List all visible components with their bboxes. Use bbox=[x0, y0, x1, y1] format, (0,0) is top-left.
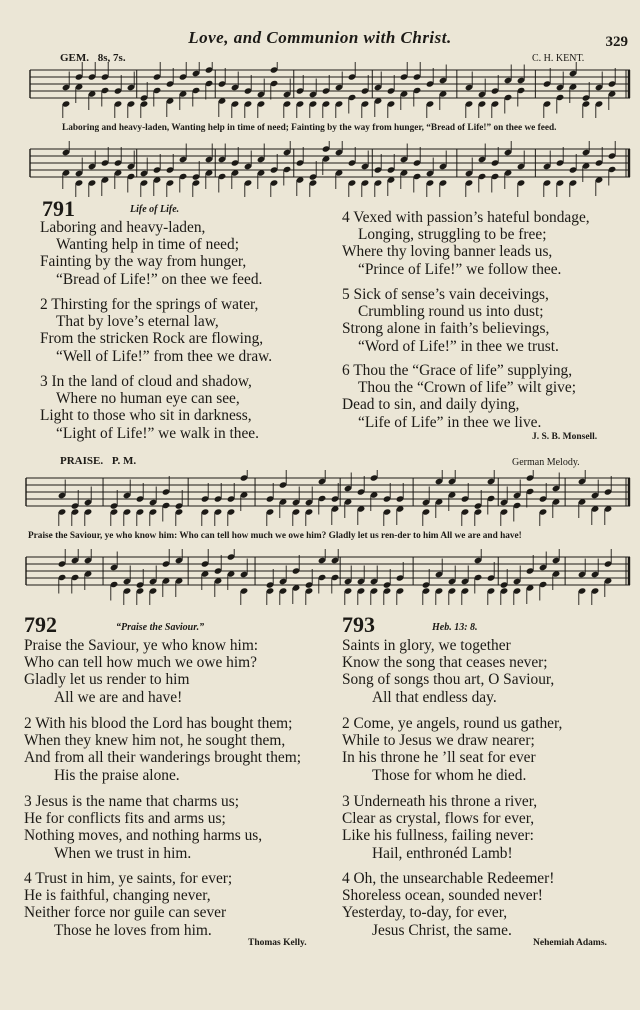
stanza-1 bbox=[342, 637, 554, 706]
verse-line: 3 In the land of cloud and shadow, bbox=[40, 373, 252, 390]
tune-composer: C. H. KENT. bbox=[532, 53, 585, 64]
hymn-author: Thomas Kelly. bbox=[248, 938, 307, 948]
stanza-3 bbox=[40, 373, 259, 442]
stanza-5 bbox=[342, 286, 559, 355]
stanza-2 bbox=[40, 296, 272, 365]
verse-line: “Life of Life” in thee we live. bbox=[358, 413, 542, 431]
verse-line: 4 Vexed with passion’s hateful bondage, bbox=[342, 209, 590, 226]
verse-line: Laboring and heavy-laden, bbox=[40, 219, 206, 236]
verse-line: 5 Sick of sense’s vain deceivings, bbox=[342, 286, 549, 303]
verse-line: Light to those who sit in darkness, bbox=[40, 407, 252, 425]
stanza-2 bbox=[24, 715, 301, 784]
music-staff-bass-2 bbox=[24, 549, 632, 605]
stanza-3 bbox=[342, 793, 537, 862]
verse-line: Strong alone in faith’s believings, bbox=[342, 320, 550, 338]
verse-line: Gladly let us render to him bbox=[24, 671, 190, 689]
stanza-4 bbox=[342, 209, 590, 278]
verse-line: Where no human eye can see, bbox=[56, 390, 240, 408]
page-header: Love, and Communion with Christ. bbox=[188, 28, 452, 47]
hymn-title: Life of Life. bbox=[130, 204, 180, 215]
verse-line: He is faithful, changing never, bbox=[24, 887, 211, 905]
hymn-author: Nehemiah Adams. bbox=[533, 938, 607, 948]
verse-line: Praise the Saviour, ye who know him: bbox=[24, 637, 259, 654]
verse-line: And from all their wanderings brought them; bbox=[24, 749, 301, 767]
verse-line: “Well of Life!” from thee we draw. bbox=[56, 347, 273, 365]
verse-line: “Word of Life!” in thee we trust. bbox=[358, 337, 559, 355]
hymn-title: Heb. 13: 8. bbox=[432, 622, 478, 633]
verse-line: While to Jesus we draw nearer; bbox=[342, 732, 535, 750]
verse-line: All that endless day. bbox=[372, 688, 497, 706]
tune-underlay: Praise the Saviour, ye who know him: Who can tell how much we owe him? Gladly let us ren-der to him All we are and have! bbox=[28, 531, 522, 541]
verse-line: Nothing moves, and nothing harms us, bbox=[24, 827, 263, 845]
tune-meter: P. M. bbox=[111, 455, 137, 467]
hymn-author: J. S. B. Monsell. bbox=[532, 432, 598, 442]
verse-line: Shoreless ocean, sounded never! bbox=[342, 887, 543, 905]
stanza-4 bbox=[24, 870, 232, 939]
verse-line: His the praise alone. bbox=[54, 766, 180, 784]
verse-line: 3 Jesus is the name that charms us; bbox=[24, 793, 240, 810]
verse-line: Clear as crystal, flows for ever, bbox=[342, 810, 535, 828]
verse-line: Like his fullness, failing never: bbox=[342, 827, 534, 845]
verse-line: Jesus Christ, the same. bbox=[372, 921, 512, 939]
verse-line: Know the song that ceases never; bbox=[342, 654, 548, 672]
verse-line: “Prince of Life!” we follow thee. bbox=[358, 260, 562, 278]
tune-composer: German Melody. bbox=[512, 457, 580, 468]
verse-line: 2 Thirsting for the springs of water, bbox=[40, 296, 259, 313]
verse-line: Neither force nor guile can sever bbox=[24, 904, 227, 922]
hymn-title: “Praise the Saviour.” bbox=[116, 622, 205, 633]
verse-line: When we trust in him. bbox=[54, 844, 192, 862]
verse-line: Dead to sin, and daily dying, bbox=[342, 396, 520, 414]
tune-name-text: PRAISE. bbox=[60, 455, 104, 467]
music-staff-treble-1 bbox=[28, 62, 632, 118]
music-staff-treble-2 bbox=[24, 470, 632, 526]
tune-underlay: Laboring and heavy-laden, Wanting help in time of need; Fainting by the way from hunger, “Bread of Life!” on thee we feed. bbox=[62, 123, 557, 133]
verse-line: Those he loves from him. bbox=[54, 921, 212, 939]
verse-line: Thou the “Crown of life” wilt give; bbox=[358, 379, 576, 397]
verse-line: Fainting by the way from hunger, bbox=[40, 253, 247, 271]
page-number: 329 bbox=[605, 34, 628, 50]
verse-line: From the stricken Rock are flowing, bbox=[40, 330, 264, 348]
verse-line: All we are and have! bbox=[54, 688, 183, 706]
verse-line: Longing, struggling to be free; bbox=[358, 226, 547, 244]
verse-line: Wanting help in time of need; bbox=[56, 236, 239, 254]
verse-line: Where thy loving banner leads us, bbox=[342, 243, 553, 261]
hymn-number: 792 bbox=[24, 612, 57, 637]
verse-line: “Light of Life!” we walk in thee. bbox=[56, 424, 259, 442]
tune-meter: 8s, 7s. bbox=[97, 52, 126, 64]
verse-line: That by love’s eternal law, bbox=[56, 313, 219, 331]
stanza-3 bbox=[24, 793, 262, 862]
verse-line: Hail, enthronéd Lamb! bbox=[372, 844, 513, 862]
tune-name-text: GEM. bbox=[60, 52, 90, 64]
verse-line: Saints in glory, we together bbox=[342, 637, 511, 654]
verse-line: 2 Come, ye angels, round us gather, bbox=[342, 715, 563, 732]
tune-name bbox=[60, 455, 136, 467]
verse-line: 3 Underneath his throne a river, bbox=[342, 793, 538, 810]
verse-line: 4 Oh, the unsearchable Redeemer! bbox=[342, 870, 555, 887]
verse-line: Those for whom he died. bbox=[372, 766, 527, 784]
verse-line: In his throne he ’ll seat for ever bbox=[342, 749, 536, 767]
verse-line: Yesterday, to-day, for ever, bbox=[342, 904, 508, 922]
verse-line: Song of songs thou art, O Saviour, bbox=[342, 671, 555, 689]
verse-line: 6 Thou the “Grace of life” supplying, bbox=[342, 362, 573, 379]
stanza-6 bbox=[342, 362, 576, 431]
stanza-2 bbox=[342, 715, 562, 784]
verse-line: 4 Trust in him, ye saints, for ever; bbox=[24, 870, 233, 887]
music-staff-bass-1 bbox=[28, 141, 632, 197]
stanza-1 bbox=[24, 637, 258, 706]
verse-line: Who can tell how much we owe him? bbox=[24, 654, 257, 672]
stanza-1 bbox=[40, 219, 262, 288]
verse-line: He for conflicts fits and arms us; bbox=[24, 810, 226, 828]
hymn-number: 793 bbox=[342, 612, 375, 637]
hymn-number: 791 bbox=[42, 196, 75, 221]
verse-line: Crumbling round us into dust; bbox=[358, 303, 544, 321]
stanza-4 bbox=[342, 870, 554, 939]
verse-line: 2 With his blood the Lord has bought them; bbox=[24, 715, 293, 732]
verse-line: When they knew him not, he sought them, bbox=[24, 732, 286, 750]
verse-line: “Bread of Life!” on thee we feed. bbox=[56, 270, 263, 288]
